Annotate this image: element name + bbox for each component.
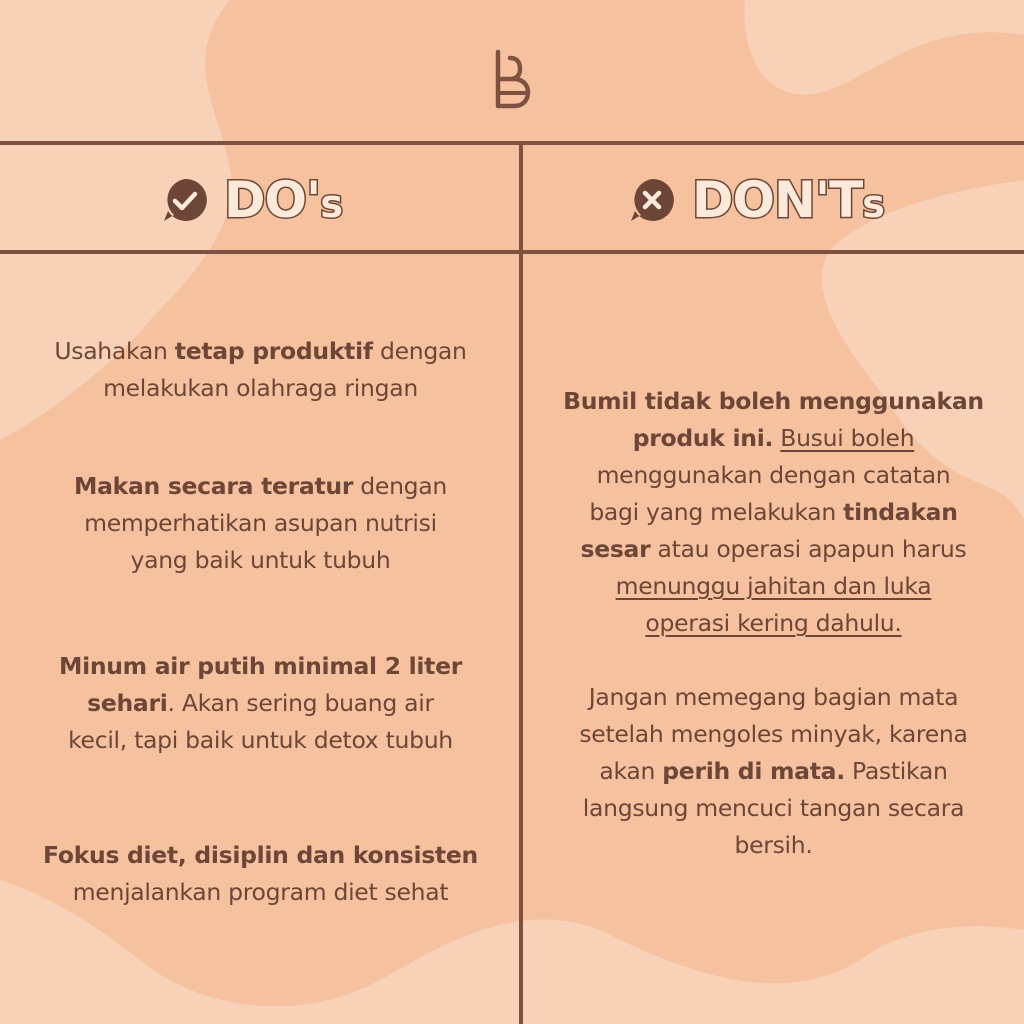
donts-item-2: Jangan memegang bagian mata setelah mengoles minyak, karena akan perih di mata. Pastikan langsung mencuci tangan secara bersih. <box>579 683 968 859</box>
dos-item-3: Minum air putih minimal 2 liter sehari. Akan sering buang air kecil, tapi baik untuk detox tubuh <box>58 652 463 754</box>
donts-item-1: Bumil tidak boleh menggunakan produk ini. Busui boleh menggunakan dengan catatan bagi yang melakukan tindakan sesar atau operasi apapun harus menunggu jahitan dan luka operasi kering dahulu. <box>563 387 984 637</box>
dos-item-4: Fokus diet, disiplin dan konsisten menjalankan program diet sehat <box>43 841 478 906</box>
dos-item-1: Usahakan tetap produktif dengan melakukan olahraga ringan <box>54 337 467 402</box>
donts-title: DON'Ts <box>692 171 884 229</box>
dos-title: DO's <box>224 171 342 229</box>
donts-column <box>523 0 1024 1024</box>
dos-item-2: Makan secara teratur dengan memperhatikan asupan nutrisi yang baik untuk tubuh <box>73 472 447 574</box>
